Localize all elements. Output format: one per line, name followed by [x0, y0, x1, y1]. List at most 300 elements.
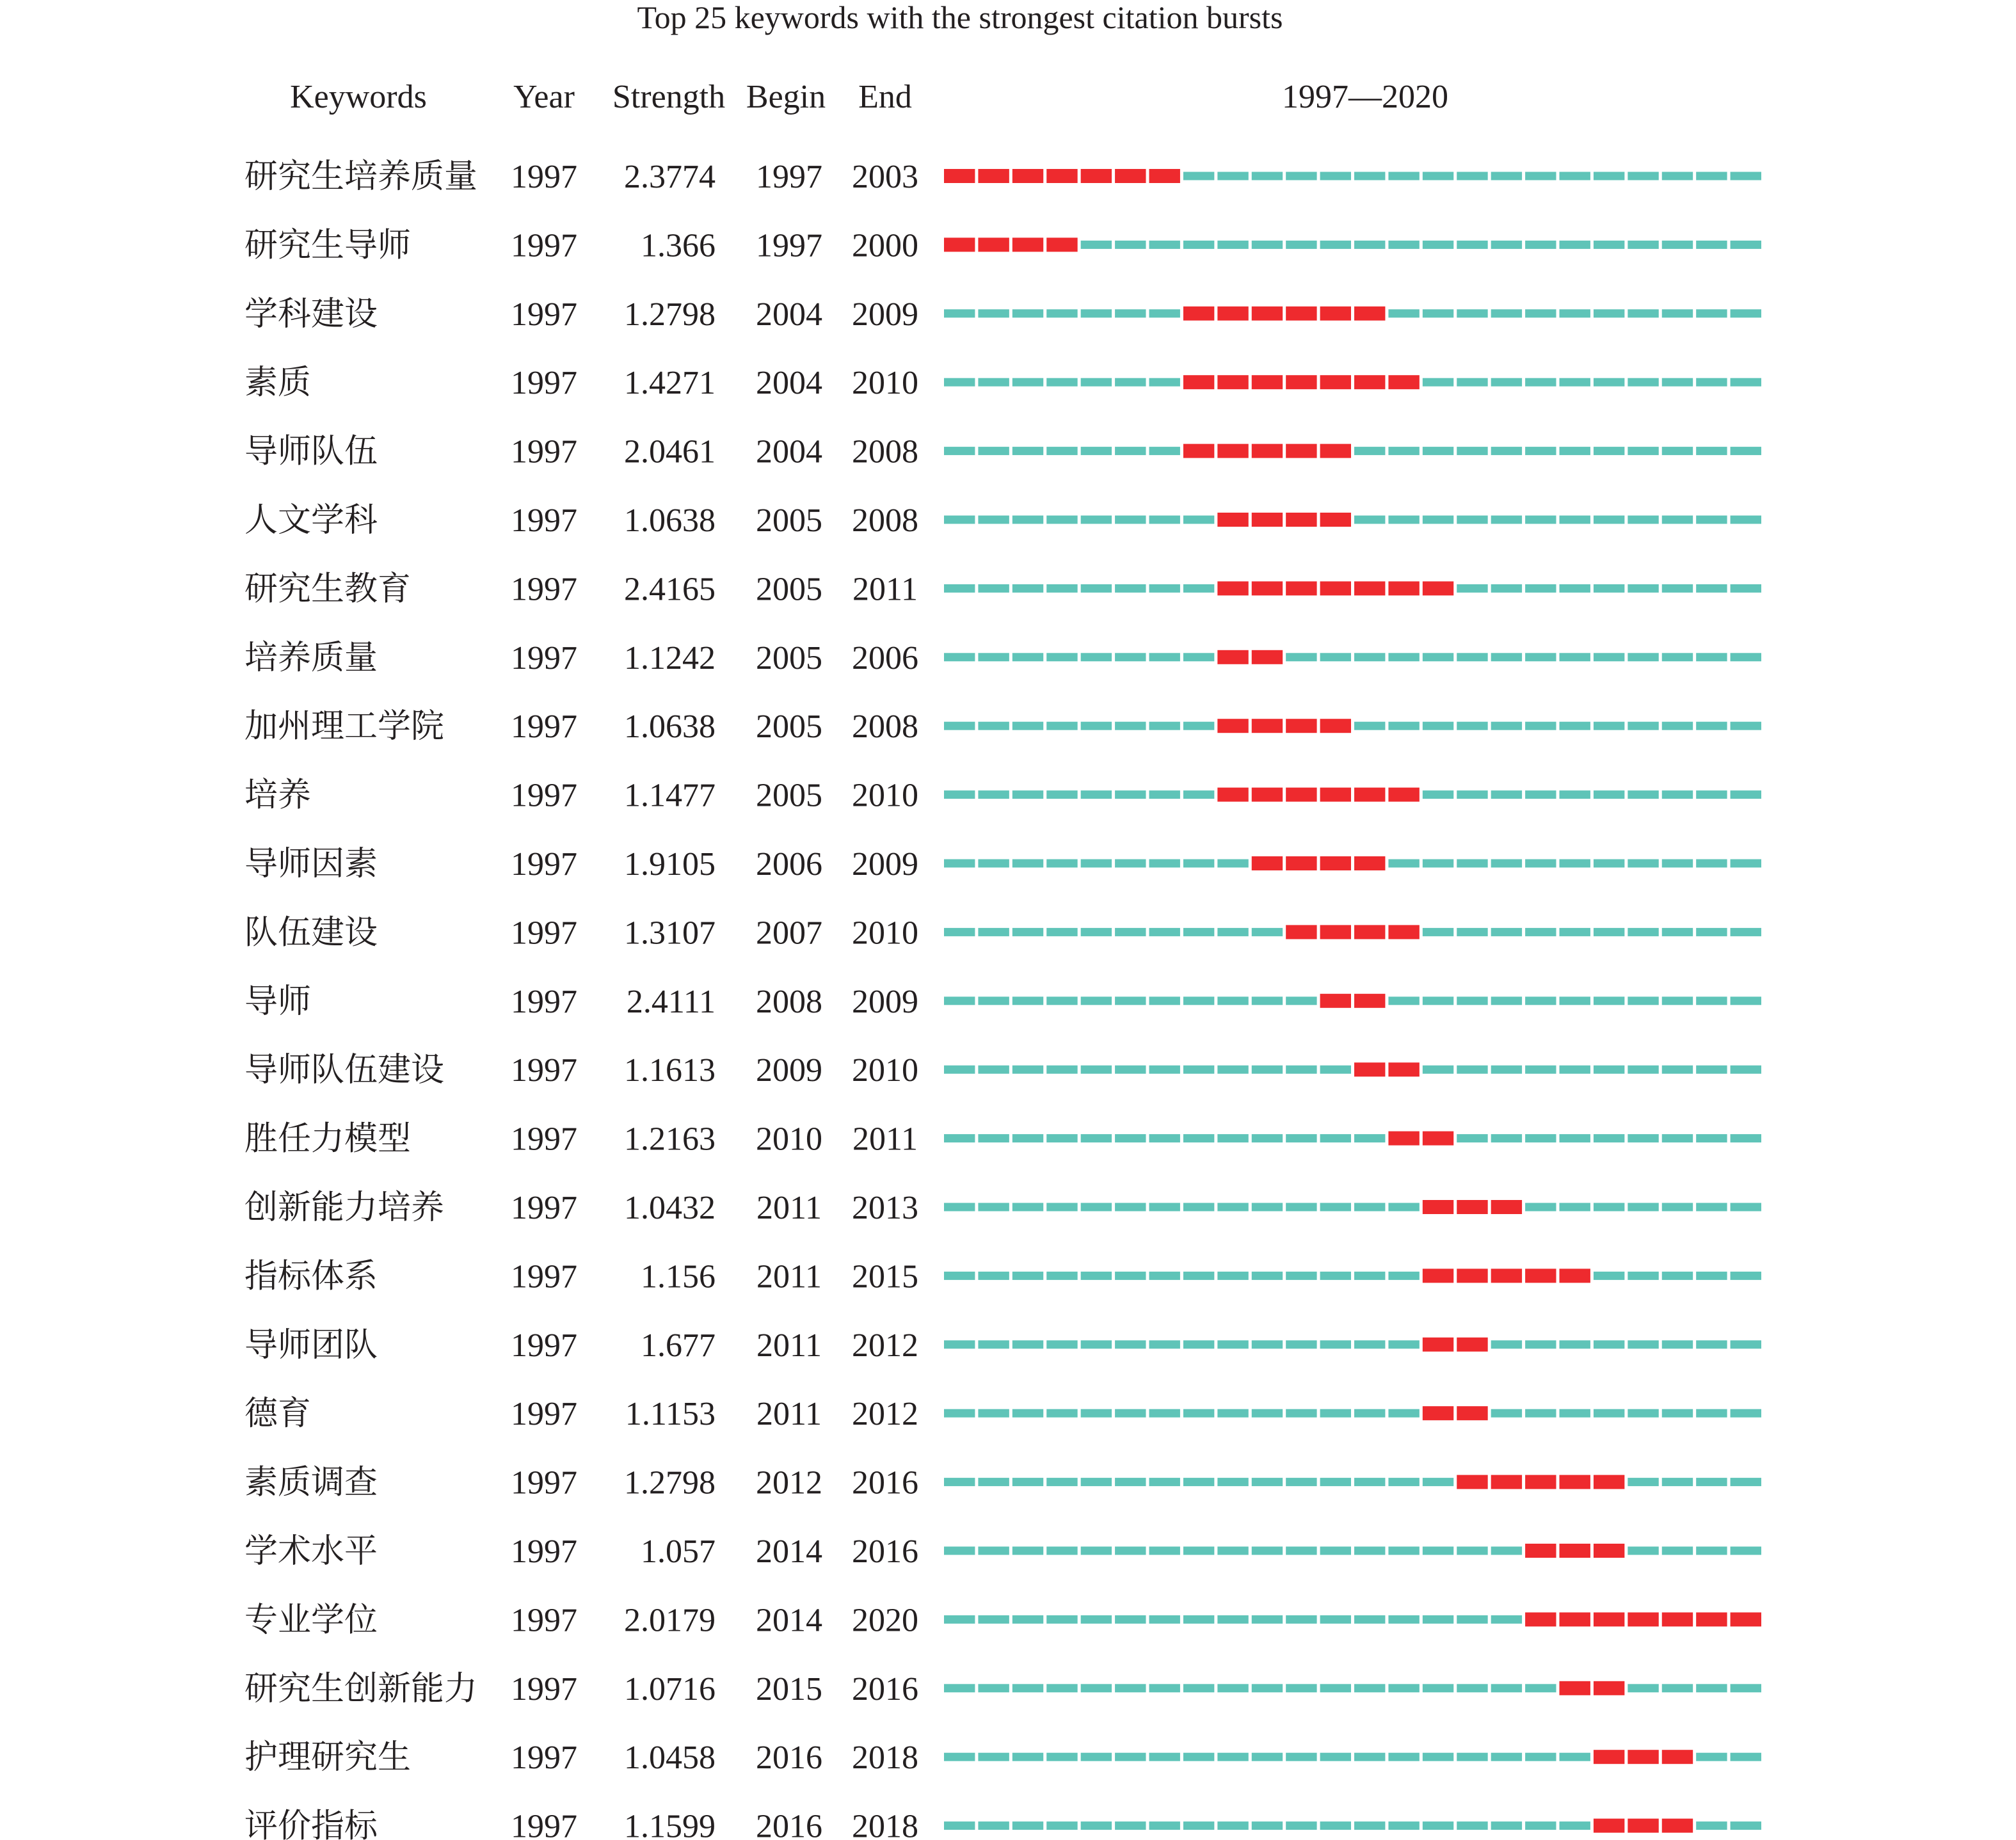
year-segment	[944, 1753, 975, 1761]
begin-cell: 2005	[756, 708, 822, 746]
burst-row	[244, 1602, 1761, 1638]
year-cell: 1997	[511, 983, 577, 1020]
year-segment	[1388, 516, 1419, 524]
burst-year-segment	[1286, 444, 1316, 458]
year-segment	[1354, 1409, 1385, 1418]
year-segment	[1696, 996, 1727, 1005]
year-segment	[1594, 996, 1624, 1005]
year-segment	[1217, 1615, 1248, 1624]
year-segment	[1320, 1203, 1351, 1212]
year-segment	[1696, 172, 1727, 180]
year-segment	[1046, 860, 1077, 868]
year-segment	[1183, 790, 1214, 799]
begin-cell: 2006	[756, 846, 822, 883]
burst-year-segment	[1115, 169, 1146, 183]
year-segment	[1115, 1272, 1146, 1280]
year-segment	[1354, 1478, 1385, 1486]
year-segment	[1457, 790, 1487, 799]
year-segment	[1491, 653, 1522, 661]
year-segment	[1594, 1340, 1624, 1348]
year-segment	[1731, 309, 1761, 317]
year-segment	[1457, 1547, 1487, 1555]
year-segment	[1628, 172, 1658, 180]
year-segment	[1046, 1684, 1077, 1692]
burst-year-segment	[1252, 513, 1283, 527]
year-segment	[1731, 1203, 1761, 1212]
year-segment	[1149, 1478, 1180, 1486]
year-segment	[1081, 1478, 1112, 1486]
year-segment	[1320, 1753, 1351, 1761]
burst-year-segment	[1320, 788, 1351, 802]
year-segment	[1252, 996, 1283, 1005]
burst-year-segment	[1354, 1062, 1385, 1076]
burst-row	[244, 1671, 1761, 1708]
year-cell: 1997	[511, 227, 577, 264]
keyword-label: 导师	[244, 983, 312, 1020]
year-segment	[1149, 241, 1180, 249]
year-segment	[1012, 928, 1043, 936]
year-segment	[1115, 1409, 1146, 1418]
year-segment	[1115, 790, 1146, 799]
year-segment	[1081, 1615, 1112, 1624]
year-cell: 1997	[511, 1533, 577, 1570]
year-segment	[1354, 1753, 1385, 1761]
year-segment	[1217, 1821, 1248, 1830]
year-segment	[1115, 1066, 1146, 1074]
year-segment	[1354, 516, 1385, 524]
burst-year-segment	[1594, 1475, 1624, 1489]
year-segment	[1696, 309, 1727, 317]
year-segment	[1525, 1203, 1556, 1212]
strength-cell: 1.1477	[624, 777, 716, 814]
year-segment	[1217, 1272, 1248, 1280]
year-segment	[1149, 1753, 1180, 1761]
year-segment	[1012, 1684, 1043, 1692]
year-segment	[1662, 860, 1693, 868]
year-segment	[1149, 722, 1180, 730]
year-segment	[1012, 378, 1043, 387]
year-segment	[1662, 378, 1693, 387]
year-segment	[1696, 1753, 1727, 1761]
year-segment	[1628, 1203, 1658, 1212]
burst-year-segment	[1628, 1612, 1658, 1626]
year-segment	[1252, 1066, 1283, 1074]
year-segment	[1457, 172, 1487, 180]
year-segment	[1696, 584, 1727, 593]
strength-cell: 1.9105	[624, 846, 716, 883]
year-segment	[1731, 860, 1761, 868]
year-segment	[1423, 447, 1453, 455]
year-segment	[1423, 1478, 1453, 1486]
year-segment	[978, 1203, 1009, 1212]
year-segment	[1252, 928, 1283, 936]
year-segment	[1696, 378, 1727, 387]
year-segment	[1525, 1134, 1556, 1142]
burst-year-segment	[1217, 581, 1248, 595]
burst-year-segment	[1252, 581, 1283, 595]
year-segment	[1012, 790, 1043, 799]
keyword-label: 人文学科	[244, 502, 378, 539]
keyword-label: 评价指标	[244, 1808, 378, 1840]
burst-year-segment	[1594, 1819, 1624, 1833]
year-segment	[944, 1066, 975, 1074]
year-segment	[1696, 722, 1727, 730]
end-cell: 2008	[852, 433, 918, 470]
year-segment	[1149, 1134, 1180, 1142]
burst-year-segment	[1081, 169, 1112, 183]
year-segment	[1354, 241, 1385, 249]
year-segment	[944, 516, 975, 524]
begin-cell: 2014	[756, 1533, 822, 1570]
year-segment	[1560, 1753, 1590, 1761]
burst-year-segment	[1388, 1132, 1419, 1146]
burst-year-segment	[1560, 1681, 1590, 1695]
year-segment	[1149, 1409, 1180, 1418]
year-segment	[1217, 1478, 1248, 1486]
year-segment	[1115, 860, 1146, 868]
year-segment	[1388, 172, 1419, 180]
year-segment	[1457, 309, 1487, 317]
year-segment	[978, 722, 1009, 730]
year-segment	[1628, 1340, 1658, 1348]
burst-row	[244, 1533, 1761, 1570]
strength-cell: 1.2163	[624, 1121, 716, 1158]
keyword-label: 专业学位	[244, 1602, 378, 1639]
keyword-label: 导师队伍建设	[244, 1052, 445, 1089]
year-segment	[1662, 1547, 1693, 1555]
year-segment	[1423, 241, 1453, 249]
year-segment	[978, 1615, 1009, 1624]
year-segment	[1046, 1134, 1077, 1142]
year-segment	[1560, 653, 1590, 661]
header-end: End	[858, 79, 912, 115]
end-cell: 2011	[852, 571, 918, 608]
year-segment	[1252, 241, 1283, 249]
strength-cell: 1.0432	[624, 1190, 716, 1226]
burst-year-segment	[1217, 375, 1248, 389]
year-segment	[978, 447, 1009, 455]
year-segment	[1731, 1340, 1761, 1348]
burst-year-segment	[1286, 925, 1316, 939]
burst-row	[244, 159, 1761, 195]
end-cell: 2010	[852, 1052, 918, 1089]
year-segment	[1217, 241, 1248, 249]
burst-year-segment	[1252, 788, 1283, 802]
burst-year-segment	[1320, 513, 1351, 527]
strength-cell: 1.057	[641, 1533, 716, 1570]
year-segment	[1149, 653, 1180, 661]
year-segment	[1457, 1684, 1487, 1692]
year-segment	[978, 516, 1009, 524]
year-segment	[944, 447, 975, 455]
year-segment	[1525, 584, 1556, 593]
burst-year-segment	[1731, 1612, 1761, 1626]
year-segment	[1525, 447, 1556, 455]
end-cell: 2010	[852, 777, 918, 814]
keyword-label: 导师团队	[244, 1327, 378, 1364]
year-segment	[1149, 447, 1180, 455]
year-segment	[1525, 1409, 1556, 1418]
burst-year-segment	[1662, 1819, 1693, 1833]
keyword-label: 学科建设	[244, 296, 378, 333]
burst-year-segment	[1491, 1268, 1522, 1283]
year-segment	[1149, 1340, 1180, 1348]
year-segment	[1286, 1340, 1316, 1348]
year-segment	[1320, 1340, 1351, 1348]
year-segment	[1286, 1753, 1316, 1761]
keyword-label: 队伍建设	[244, 915, 378, 952]
year-segment	[1628, 1684, 1658, 1692]
burst-year-segment	[1217, 788, 1248, 802]
year-cell: 1997	[511, 1808, 577, 1840]
strength-cell: 2.0179	[624, 1602, 716, 1639]
strength-cell: 1.677	[641, 1327, 716, 1364]
year-segment	[1731, 584, 1761, 593]
year-segment	[1423, 172, 1453, 180]
end-cell: 2015	[852, 1258, 918, 1295]
burst-year-segment	[1354, 307, 1385, 321]
year-segment	[1525, 653, 1556, 661]
year-segment	[944, 1478, 975, 1486]
year-segment	[1081, 722, 1112, 730]
year-segment	[1388, 996, 1419, 1005]
year-segment	[1012, 860, 1043, 868]
year-segment	[1662, 1684, 1693, 1692]
year-segment	[1115, 241, 1146, 249]
burst-year-segment	[1560, 1544, 1590, 1558]
year-segment	[1628, 378, 1658, 387]
year-segment	[1388, 1478, 1419, 1486]
keyword-label: 研究生导师	[244, 227, 412, 264]
year-segment	[1286, 1203, 1316, 1212]
year-segment	[1491, 1409, 1522, 1418]
year-segment	[1149, 584, 1180, 593]
year-segment	[1115, 447, 1146, 455]
year-segment	[1457, 860, 1487, 868]
year-segment	[978, 996, 1009, 1005]
year-segment	[1320, 1409, 1351, 1418]
burst-year-segment	[1183, 444, 1214, 458]
year-segment	[1560, 1134, 1590, 1142]
burst-row	[244, 227, 1761, 264]
year-segment	[1457, 996, 1487, 1005]
burst-year-segment	[1662, 1750, 1693, 1764]
year-segment	[1217, 1203, 1248, 1212]
year-segment	[1183, 1821, 1214, 1830]
year-segment	[1457, 378, 1487, 387]
year-segment	[1731, 1478, 1761, 1486]
year-segment	[1423, 722, 1453, 730]
year-segment	[1662, 447, 1693, 455]
year-segment	[1046, 1478, 1077, 1486]
year-segment	[1662, 790, 1693, 799]
end-cell: 2016	[852, 1533, 918, 1570]
year-segment	[1183, 241, 1214, 249]
burst-year-segment	[1252, 719, 1283, 733]
year-cell: 1997	[511, 571, 577, 608]
burst-year-segment	[1354, 788, 1385, 802]
burst-year-segment	[1012, 237, 1043, 252]
year-segment	[944, 1409, 975, 1418]
burst-year-segment	[1525, 1544, 1556, 1558]
year-segment	[1388, 653, 1419, 661]
end-cell: 2012	[852, 1396, 918, 1433]
strength-cell: 2.0461	[624, 433, 716, 470]
year-segment	[1252, 1821, 1283, 1830]
strength-cell: 2.4111	[626, 983, 716, 1020]
year-segment	[1423, 790, 1453, 799]
year-segment	[1286, 1547, 1316, 1555]
year-segment	[1423, 1753, 1453, 1761]
year-segment	[1046, 653, 1077, 661]
year-segment	[944, 1615, 975, 1624]
year-cell: 1997	[511, 1258, 577, 1295]
burst-row	[244, 708, 1761, 745]
year-segment	[1696, 447, 1727, 455]
year-segment	[1012, 1066, 1043, 1074]
year-segment	[1046, 1615, 1077, 1624]
year-segment	[978, 378, 1009, 387]
year-segment	[978, 1684, 1009, 1692]
year-segment	[1012, 516, 1043, 524]
year-segment	[1594, 516, 1624, 524]
begin-cell: 1997	[756, 159, 822, 195]
burst-year-segment	[1183, 307, 1214, 321]
strength-cell: 1.1242	[624, 639, 716, 676]
year-segment	[1183, 1203, 1214, 1212]
year-segment	[1149, 1272, 1180, 1280]
year-segment	[1252, 172, 1283, 180]
year-segment	[1628, 790, 1658, 799]
burst-year-segment	[1388, 375, 1419, 389]
year-segment	[944, 309, 975, 317]
year-segment	[1012, 1821, 1043, 1830]
year-segment	[1115, 1478, 1146, 1486]
burst-year-segment	[1628, 1819, 1658, 1833]
year-cell: 1997	[511, 1327, 577, 1364]
year-segment	[1217, 1066, 1248, 1074]
burst-year-segment	[1423, 1200, 1453, 1214]
burst-year-segment	[1320, 375, 1351, 389]
year-segment	[1149, 790, 1180, 799]
year-segment	[1149, 1066, 1180, 1074]
burst-row	[244, 778, 1761, 814]
burst-row	[244, 1740, 1761, 1776]
year-segment	[1286, 1615, 1316, 1624]
year-segment	[1731, 378, 1761, 387]
year-segment	[1149, 1547, 1180, 1555]
end-cell: 2016	[852, 1670, 918, 1708]
year-segment	[1354, 172, 1385, 180]
year-segment	[1696, 928, 1727, 936]
keyword-label: 研究生教育	[244, 571, 412, 608]
year-segment	[978, 653, 1009, 661]
year-cell: 1997	[511, 708, 577, 746]
year-segment	[1354, 1340, 1385, 1348]
year-segment	[944, 1340, 975, 1348]
year-segment	[1012, 1203, 1043, 1212]
burst-year-segment	[1560, 1475, 1590, 1489]
year-segment	[1525, 1340, 1556, 1348]
year-segment	[944, 1203, 975, 1212]
year-segment	[1628, 1066, 1658, 1074]
begin-cell: 2004	[756, 433, 822, 470]
year-segment	[1320, 1134, 1351, 1142]
year-segment	[1388, 1615, 1419, 1624]
strength-cell: 2.4165	[624, 571, 716, 608]
year-segment	[1491, 1134, 1522, 1142]
year-segment	[1183, 1615, 1214, 1624]
year-segment	[1081, 1753, 1112, 1761]
year-segment	[978, 584, 1009, 593]
year-segment	[1662, 516, 1693, 524]
year-cell: 1997	[511, 1190, 577, 1226]
year-segment	[1731, 1753, 1761, 1761]
year-segment	[1491, 1340, 1522, 1348]
year-segment	[1320, 241, 1351, 249]
strength-cell: 1.3107	[624, 915, 716, 952]
strength-cell: 1.156	[641, 1258, 716, 1295]
burst-year-segment	[1320, 719, 1351, 733]
year-segment	[1115, 1753, 1146, 1761]
keyword-label: 培养质量	[244, 639, 378, 676]
year-segment	[1081, 378, 1112, 387]
burst-row	[244, 1465, 1761, 1501]
year-segment	[1731, 172, 1761, 180]
year-segment	[1423, 1821, 1453, 1830]
year-segment	[944, 722, 975, 730]
burst-year-segment	[1560, 1612, 1590, 1626]
burst-year-segment	[1628, 1750, 1658, 1764]
year-segment	[1354, 1684, 1385, 1692]
year-segment	[1696, 860, 1727, 868]
begin-cell: 2011	[756, 1396, 822, 1433]
year-segment	[1115, 722, 1146, 730]
end-cell: 2003	[852, 159, 918, 195]
begin-cell: 2008	[756, 983, 822, 1020]
year-segment	[1560, 241, 1590, 249]
year-segment	[1149, 1684, 1180, 1692]
year-segment	[1115, 309, 1146, 317]
burst-year-segment	[1388, 788, 1419, 802]
burst-year-segment	[1423, 1338, 1453, 1352]
year-segment	[1696, 1547, 1727, 1555]
year-segment	[1115, 584, 1146, 593]
year-segment	[944, 378, 975, 387]
burst-row	[244, 1052, 1761, 1089]
strength-cell: 1.0716	[624, 1670, 716, 1708]
burst-row	[244, 1121, 1761, 1158]
year-segment	[1696, 1684, 1727, 1692]
keyword-label: 研究生创新能力	[244, 1670, 478, 1708]
year-segment	[1183, 516, 1214, 524]
burst-year-segment	[1457, 1475, 1487, 1489]
year-segment	[1423, 860, 1453, 868]
year-segment	[1628, 447, 1658, 455]
year-segment	[1423, 928, 1453, 936]
burst-year-segment	[1525, 1268, 1556, 1283]
year-segment	[1628, 1409, 1658, 1418]
year-segment	[1560, 928, 1590, 936]
begin-cell: 2011	[756, 1258, 822, 1295]
burst-year-segment	[1491, 1475, 1522, 1489]
year-segment	[1081, 1821, 1112, 1830]
year-segment	[1286, 1684, 1316, 1692]
year-cell: 1997	[511, 1464, 577, 1501]
year-segment	[1628, 928, 1658, 936]
year-segment	[1696, 516, 1727, 524]
keyword-label: 加州理工学院	[244, 708, 445, 746]
